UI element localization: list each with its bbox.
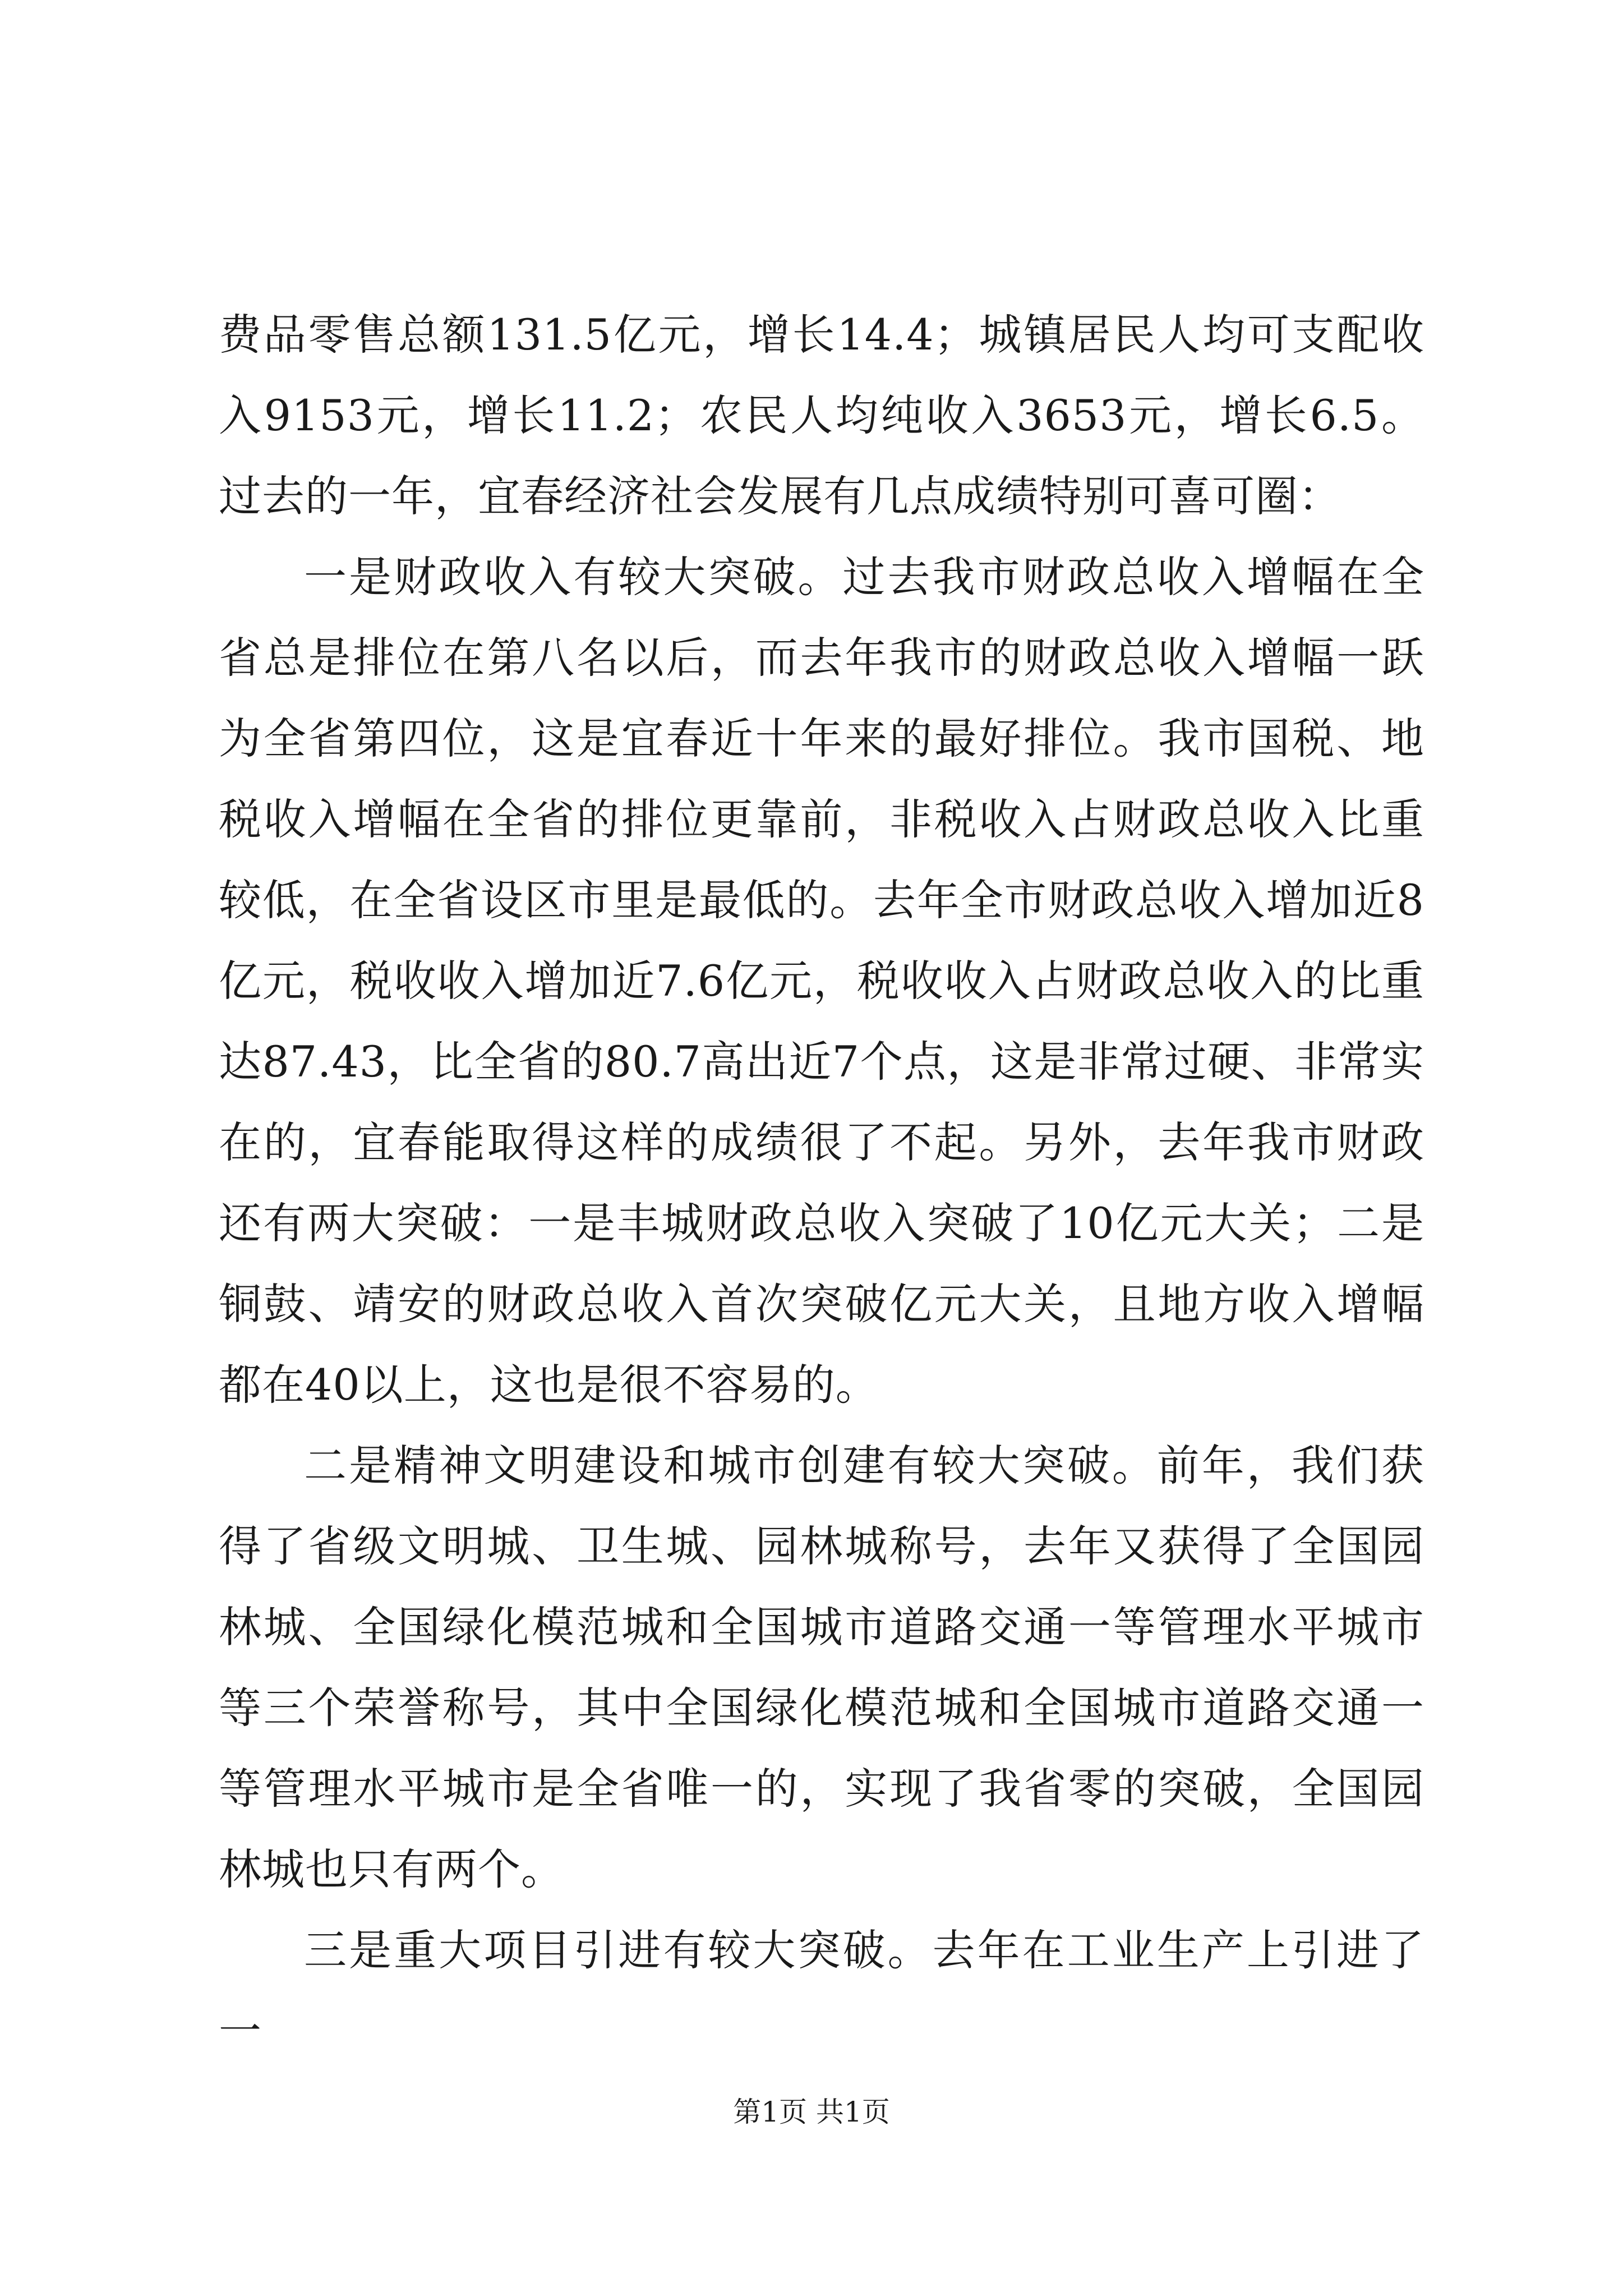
paragraph-fiscal-revenue: 一是财政收入有较大突破。过去我市财政总收入增幅在全省总是排位在第八名以后，而去年我市的财政总收入增幅一跃为全省第四位，这是宜春近十年来的最好排位。我市国税、地税收入增幅在全省的排位更靠前，非税收入占财政总收入比重较低，在全省设区市里是最低的。去年全市财政总收入增加近8亿元，税收收入增加近7.6亿元，税收收入占财政总收入的比重达87.43，比全省的80.7高出近7个点，这是非常过硬、非常实在的，宜春能取得这样的成绩很了不起。另外，去年我市财政还有两大突破：一是丰城财政总收入突破了10亿元大关；二是铜鼓、靖安的财政总收入首次突破亿元大关，且地方收入增幅都在40以上，这也是很不容易的。 (219, 552, 1424, 1410)
paragraph-continuation: 费品零售总额131.5亿元，增长14.4；城镇居民人均可支配收入9153元，增长11.2；农民人均纯收入3653元，增长6.5。过去的一年，宜春经济社会发展有几点成绩特别可喜可圈： (219, 310, 1424, 521)
paragraph-major-projects: 三是重大项目引进有较大突破。去年在工业生产上引进了一 (219, 1925, 1424, 2056)
document-body (219, 295, 1424, 2072)
page-footer: 第1页 共1页 (733, 2096, 890, 2128)
paragraph-civilization-construction: 二是精神文明建设和城市创建有较大突破。前年，我们获得了省级文明城、卫生城、园林城称号，去年又获得了全国园林城、全国绿化模范城和全国城市道路交通一等管理水平城市等三个荣誉称号，其中全国绿化模范城和全国城市道路交通一等管理水平城市是全省唯一的，实现了我省零的突破，全国园林城也只有两个。 (219, 1441, 1424, 1894)
